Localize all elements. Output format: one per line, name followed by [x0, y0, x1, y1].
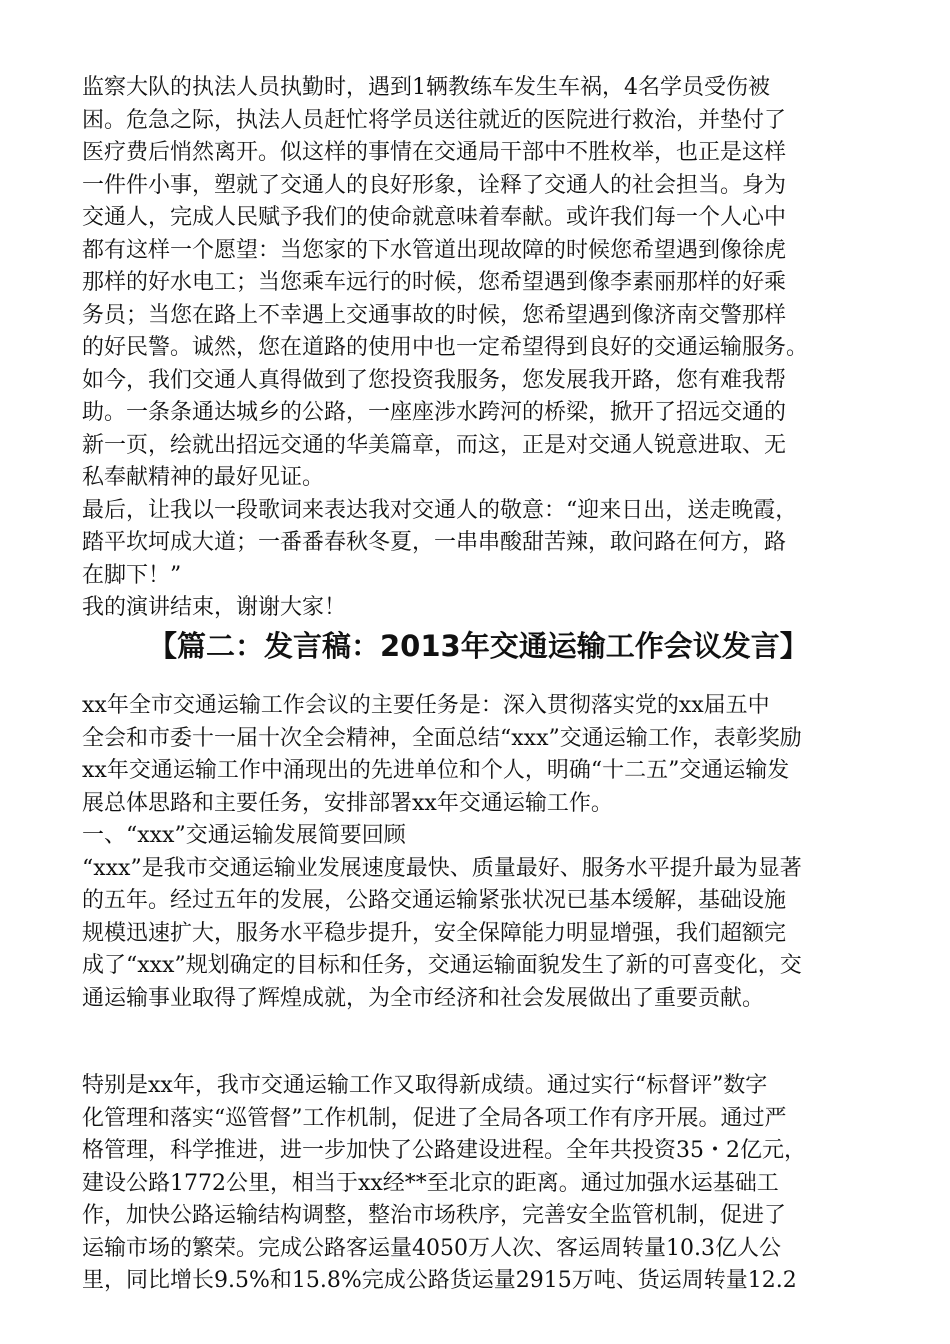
text-line: 交通人，完成人民赋予我们的使命就意味着奉献。或许我们每一个人心中: [82, 205, 787, 230]
subheading-line: 一、“xxx”交通运输发展简要回顾: [82, 823, 406, 848]
text-line: 如今，我们交通人真得做到了您投资我服务，您发展我开路，您有难我帮: [82, 367, 787, 393]
text-line: 特别是xx年，我市交通运输工作又取得新成绩。通过实行“标督评”数字: [82, 1073, 768, 1098]
text-line: 通运输事业取得了辉煌成就，为全市经济和社会发展做出了重要贡献。: [82, 985, 765, 1011]
text-line: 一件件小事，塑就了交通人的良好形象，诠释了交通人的社会担当。身为: [82, 172, 787, 198]
speech-ending-section: [82, 72, 912, 625]
text-line: “xxx”是我市交通运输业发展速度最快、质量最好、服务水平提升最为显著: [82, 855, 802, 881]
text-line: 的好民警。诚然，您在道路的使用中也一定希望得到良好的交通运输服务。: [82, 335, 809, 360]
text-line: 务员；当您在路上不幸遇上交通事故的时候，您希望遇到像济南交警那样: [82, 302, 787, 328]
text-line: 私奉献精神的最好见证。: [82, 465, 325, 490]
text-line: 运输市场的繁荣。完成公路客运量4050万人次、客运周转量10.3亿人公: [82, 1235, 781, 1261]
text-line: 那样的好水电工；当您乘车远行的时候，您希望遇到像李素丽那样的好乘: [82, 270, 787, 295]
text-line: 都有这样一个愿望：当您家的下水管道出现故障的时候您希望遇到像徐虎: [82, 237, 787, 263]
text-line: 格管理，科学推进，进一步加快了公路建设进程。全年共投资35・2亿元，: [82, 1138, 806, 1163]
text-line: 我的演讲结束，谢谢大家！: [82, 595, 347, 620]
text-line: 作，加快公路运输结构调整，整治市场秩序，完善安全监管机制，促进了: [82, 1203, 787, 1228]
text-line: 医疗费后悄然离开。似这样的事情在交通局干部中不胜枚举，也正是这样: [82, 140, 787, 165]
text-line: xx年交通运输工作中涌现出的先进单位和个人，明确“十二五”交通运输发: [82, 758, 790, 783]
text-line: 最后，让我以一段歌词来表达我对交通人的敬意：“迎来日出，送走晚霞，: [82, 497, 798, 523]
text-line: 规模迅速扩大，服务水平稳步提升，安全保障能力明显增强，我们超额完: [82, 920, 787, 946]
text-line: 的五年。经过五年的发展，公路交通运输紧张状况已基本缓解，基础设施: [82, 888, 787, 913]
text-line: 建设公路1772公里，相当于xx经**至北京的距离。通过加强水运基础工: [82, 1170, 779, 1196]
meeting-speech-intro: [82, 690, 912, 1015]
text-line: 踏平坎坷成大道；一番番春秋冬夏，一串串酸甜苦辣，敢问路在何方，路: [82, 530, 787, 555]
text-line: 在脚下！”: [82, 562, 182, 588]
text-line: 助。一条条通达城乡的公路，一座座涉水跨河的桥梁，掀开了招远交通的: [82, 400, 787, 425]
text-line: 困。危急之际，执法人员赶忙将学员送往就近的医院进行救治，并垫付了: [82, 107, 787, 133]
text-line: 化管理和落实“巡管督”工作机制，促进了全局各项工作有序开展。通过严: [82, 1105, 787, 1131]
text-line: 里，同比增长9.5%和15.8%完成公路货运量2915万吨、货运周转量12.2: [82, 1268, 797, 1293]
achievements-paragraph: [82, 1070, 912, 1298]
text-line: 成了“xxx”规划确定的目标和任务，交通运输面貌发生了新的可喜变化，交: [82, 953, 802, 978]
text-line: xx年全市交通运输工作会议的主要任务是：深入贯彻落实党的xx届五中: [82, 693, 770, 718]
text-line: 全会和市委十一届十次全会精神，全面总结“xxx”交通运输工作，表彰奖励: [82, 725, 802, 751]
text-line: 监察大队的执法人员执勤时，遇到1辆教练车发生车祸，4名学员受伤被: [82, 75, 770, 100]
text-line: 新一页，绘就出招远交通的华美篇章，而这，正是对交通人锐意进取、无: [82, 432, 787, 458]
section-heading: 【篇二：发言稿：2013年交通运输工作会议发言】: [148, 629, 809, 663]
text-line: 展总体思路和主要任务，安排部署xx年交通运输工作。: [82, 790, 613, 816]
